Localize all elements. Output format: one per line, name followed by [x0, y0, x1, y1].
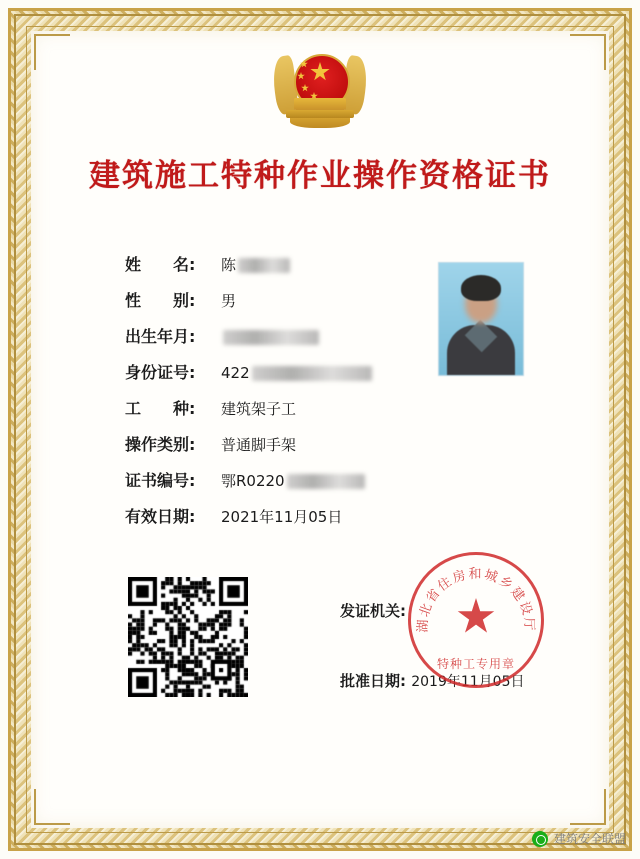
field-list: [125, 252, 455, 540]
field-label-birth-date: 出生年月:: [125, 327, 196, 346]
field-value-operation-category: 普通脚手架: [221, 436, 297, 454]
qr-code[interactable]: [128, 577, 248, 697]
redacted-block-certificate-number: [287, 474, 365, 489]
emblem-container: [0, 52, 640, 136]
issuer-approval-value: 2019年11月05日: [411, 674, 525, 690]
svg-text:湖北省住房和城乡建设厅: 湖北省住房和城乡建设厅: [415, 566, 537, 633]
emblem-base: [286, 110, 354, 118]
redacted-block-name: [238, 258, 290, 273]
photo-hair: [461, 275, 501, 301]
qr-code-canvas: [128, 577, 248, 697]
field-label-certificate-number: 证书编号:: [125, 471, 196, 490]
field-value-id-number-text: 422: [221, 364, 250, 382]
watermark-text: 建筑安全联盟: [553, 832, 626, 846]
certificate-title: 建筑施工特种作业操作资格证书: [89, 158, 551, 194]
field-value-certificate-number: [221, 470, 365, 491]
emblem-gate: [294, 98, 346, 110]
field-row-work-type: [125, 396, 455, 432]
redacted-block-id-number: [252, 366, 372, 381]
field-row-name: [125, 252, 455, 288]
field-value-gender: 男: [221, 292, 237, 310]
corner-ornament-bottom-right: [570, 789, 606, 825]
field-value-id-number: [221, 364, 372, 382]
national-emblem-icon: [272, 52, 368, 136]
official-seal: [408, 552, 544, 688]
field-value-name-text: 陈: [221, 256, 237, 274]
redacted-block-birth-date: [223, 330, 319, 345]
field-value-valid-date: 2021年11月05日: [221, 508, 343, 526]
watermark: [532, 830, 626, 847]
field-value-name: [221, 254, 290, 275]
field-label-gender: 性 别:: [125, 291, 196, 310]
issuer-approval-label: 批准日期:: [340, 672, 406, 690]
field-label-id-number: 身份证号:: [125, 363, 196, 382]
field-label-name: 姓 名:: [125, 255, 196, 274]
field-value-certificate-number-text: 鄂R0220: [221, 472, 285, 490]
field-label-operation-category: 操作类别:: [125, 435, 196, 454]
corner-ornament-bottom-left: [34, 789, 70, 825]
id-photo: [438, 262, 524, 376]
field-label-work-type: 工 种:: [125, 399, 196, 418]
field-row-operation-category: [125, 432, 455, 468]
field-label-valid-date: 有效日期:: [125, 507, 196, 526]
field-value-work-type: 建筑架子工: [221, 400, 297, 418]
issuer-agency-label: 发证机关:: [340, 602, 406, 620]
field-row-valid-date: [125, 504, 455, 540]
field-row-certificate-number: [125, 468, 455, 504]
field-row-gender: [125, 288, 455, 324]
field-row-id-number: [125, 360, 455, 396]
field-row-birth-date: [125, 324, 455, 360]
seal-bottom-text: 特种工专用章: [436, 657, 515, 671]
wechat-badge-icon: [532, 831, 548, 847]
field-value-birth-date: [221, 328, 319, 346]
